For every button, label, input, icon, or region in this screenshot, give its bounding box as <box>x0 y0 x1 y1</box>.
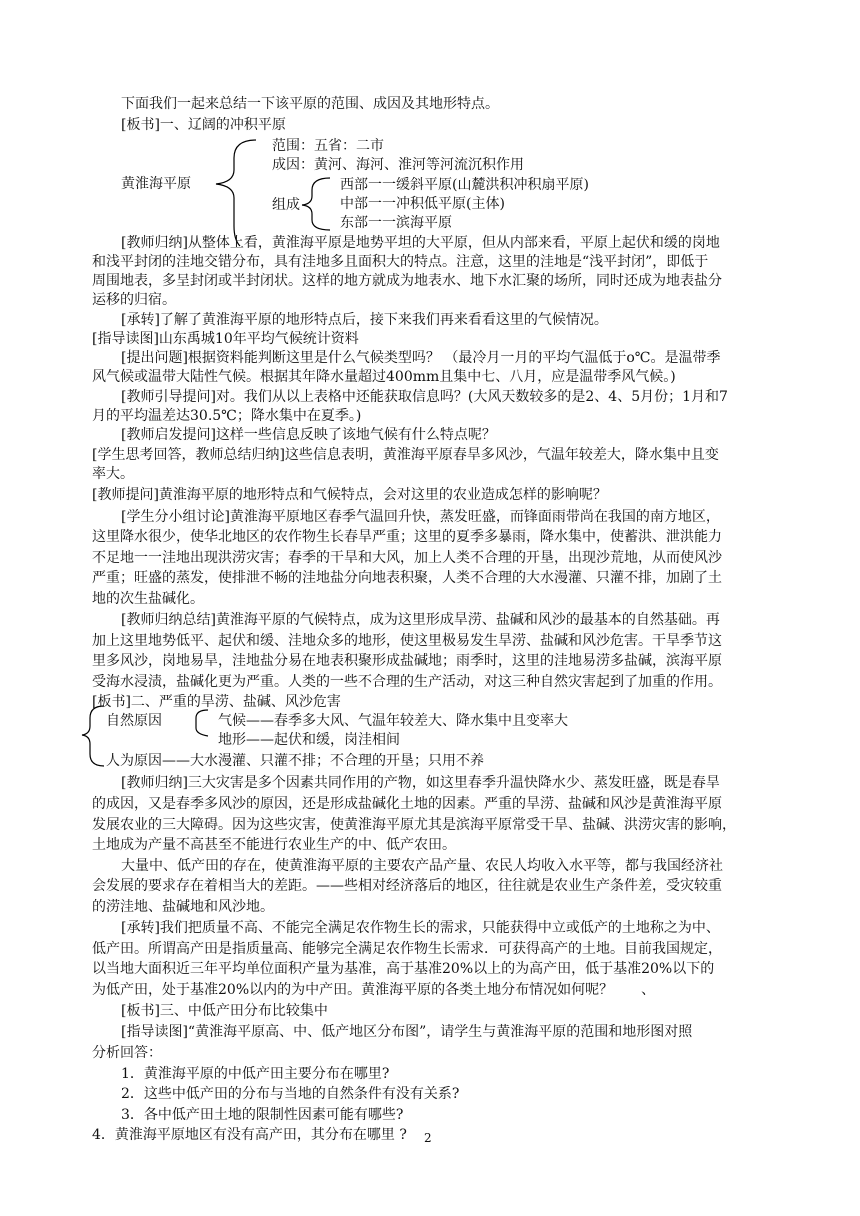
text-line: [承转]了解了黄淮海平原的地形特点后，接下来我们再来看看这里的气候情况。 <box>121 312 608 328</box>
outline-west: 西部一一缓斜平原(山麓洪积冲积扇平原) <box>340 177 589 193</box>
question-3: 3．各中低产田土地的限制性因素可能有哪些? <box>121 1107 404 1123</box>
text-line: [教师归纳]从整体上看，黄淮海平原是地势平坦的大平原，但从内部来看，平原上起伏和缓的岗地 <box>121 235 720 251</box>
text-line: 周围地表，多呈封闭或半封闭状。这样的地方就成为地表水、地下水汇聚的场所，同时还成为地表盐分 <box>92 273 722 289</box>
text-line: [学生分小组讨论]黄淮海平原地区春季气温回升快，蒸发旺盛，而锋面雨带尚在我国的南方地区， <box>121 509 720 525</box>
text-line: [教师启发提问]这样一些信息反映了该地气候有什么特点呢？ <box>121 427 496 443</box>
text-line: [指导读图]“黄淮海平原高、中、低产地区分布图”，请学生与黄淮海平原的范围和地形图对照 <box>121 1024 693 1040</box>
outline-terrain: 地形——起伏和缓，岗洼相间 <box>218 732 400 748</box>
outline-cause: 成因：黄河、海河、淮河等河流沉积作用 <box>272 157 524 173</box>
text-line: 这里降水很少，使华北地区的农作物生长春旱严重；这里的夏季多暴雨，降水集中，使蓄洪、泄洪能力 <box>92 529 722 545</box>
outline-root: 黄淮海平原 <box>121 176 191 192</box>
text-line: [承转]我们把质量不高、不能完全满足农作物生长的需求，只能获得中立或低产的土地称之为中、 <box>121 920 720 936</box>
board-heading-2: [板书]二、严重的旱涝、盐碱、风沙危害 <box>92 694 341 710</box>
page-number: 2 <box>424 1131 432 1145</box>
question-4: 4．黄淮海平原地区有没有高产田，其分布在哪里 ? <box>92 1127 407 1143</box>
text-line: [教师提问]黄淮海平原的地形特点和气候特点，会对这里的农业造成怎样的影响呢？ <box>92 487 607 503</box>
text-line: 大量中、低产田的存在，使黄淮海平原的主要农产品产量、农民人均收入水平等，都与我国经济社 <box>121 858 723 874</box>
outline-central: 中部一一冲积低平原(主体) <box>340 196 505 212</box>
text-line: 土地成为产量不高甚至不能进行农业生产的中、低产农田。 <box>92 837 456 853</box>
outline-human-cause: 人为原因——大水漫灌、只灌不排；不合理的开垦；只用不养 <box>106 753 484 769</box>
text-line: 会发展的要求存在着相当大的差距。——些相对经济落后的地区，往往就是农业生产条件差，受灾较重 <box>92 878 722 894</box>
text-line: 风气候或温带大陆性气候。根据其年降水量超过400mm且集中七、八月，应是温带季风气候。) <box>92 369 676 385</box>
text-line: 严重；旺盛的蒸发，使排泄不畅的洼地盐分向地表积聚，人类不合理的大水漫灌、只灌不排，加剧了土 <box>92 570 722 586</box>
text-line: [学生思考回答，教师总结归纳]这些信息表明，黄淮海平原春旱多风沙，气温年较差大，降水集中且变 <box>92 447 719 463</box>
text-line: 地的次生盐碱化。 <box>92 591 204 607</box>
text-line: 以当地大面积近三年平均单位面积产量为基准，高于基准20%以上的为高产田，低于基准20%以下的 <box>92 961 715 977</box>
outline-natural-cause: 自然原因 <box>106 713 162 729</box>
text-line: [指导读图]山东禹城10年平均气候统计资料 <box>92 331 359 347</box>
brace-main <box>216 140 256 246</box>
outline-east: 东部一一滨海平原 <box>340 215 452 231</box>
text-line: 率大。 <box>92 466 134 482</box>
text-line: 发展农业的三大障碍。因为这些灾害，使黄淮海平原尤其是滨海平原常受干旱、盐碱、洪涝灾害的影响， <box>92 817 736 833</box>
text-line: 分析回答： <box>92 1045 162 1061</box>
outline-climate: 气候——春季多大风、气温年较差大、降水集中且变率大 <box>218 713 568 729</box>
text-line: 加上这里地势低平、起伏和缓、洼地众多的地形，使这里极易发生旱涝、盐碱和风沙危害。干旱季节这 <box>92 633 722 649</box>
text-line: 里多风沙，岗地易旱，洼地盐分易在地表积聚形成盐碱地；雨季时，这里的洼地易涝多盐碱，滨海平原 <box>92 653 722 669</box>
text-line: 和浅平封闭的洼地交错分布，具有洼地多且面积大的特点。注意，这里的洼地是“浅平封闭”，即低于 <box>92 254 709 270</box>
text-line: 月的平均温差达30.5℃；降水集中在夏季。) <box>92 408 362 424</box>
brace-sub <box>302 178 330 230</box>
outline-range: 范围：五省：二市 <box>272 138 384 154</box>
board-heading-3: [板书]三、中低产田分布比较集中 <box>121 1003 328 1019</box>
text-line: 为低产田，处于基准20%以内的为中产田。黄淮海平原的各类土地分布情况如何呢？ 、 <box>92 982 656 998</box>
text-line: [提出问题]根据资料能判断这里是什么气候类型吗？ （最冷月一月的平均气温低于o℃。是温带季 <box>121 350 721 366</box>
text-line: [教师归纳]三大灾害是多个因素共同作用的产物，如这里春季升温快降水少、蒸发旺盛，既是春旱 <box>121 775 720 791</box>
brace-natural <box>196 710 208 736</box>
brace-causes <box>82 706 104 766</box>
question-1: 1．黄淮海平原的中低产田主要分布在哪里? <box>121 1066 390 1082</box>
outline-composition: 组成 <box>272 197 300 213</box>
text-line: 受海水浸渍，盐碱化更为严重。人类的一些不合理的生产活动，对这三种自然灾害起到了加重的作用。 <box>92 674 722 690</box>
text-line: 的涝洼地、盐碱地和风沙地。 <box>92 899 274 915</box>
text-line: 下面我们一起来总结一下该平原的范围、成因及其地形特点。 <box>121 96 499 112</box>
text-line: 不足地一一洼地出现洪涝灾害；春季的干旱和大风，加上人类不合理的开垦，出现沙荒地，从而使风沙 <box>92 550 722 566</box>
text-line: [教师归纳总结]黄淮海平原的气候特点，成为这里形成旱涝、盐碱和风沙的最基本的自然基础。再 <box>121 612 720 628</box>
text-line: [教师引导提问]对。我们从以上表格中还能获取信息吗？(大风天数较多的是2、4、5月份；1月和7 <box>121 389 728 405</box>
board-heading-1: [板书]一、辽阔的冲积平原 <box>121 117 286 133</box>
question-2: 2．这些中低产田的分布与当地的自然条件有没有关系? <box>121 1086 460 1102</box>
text-line: 低产田。所谓高产田是指质量高、能够完全满足农作物生长需求．可获得高产的土地。目前我国规定， <box>92 941 722 957</box>
text-line: 的成因，又是春季多风沙的原因，还是形成盐碱化土地的因素。严重的旱涝、盐碱和风沙是黄淮海平原 <box>92 796 722 812</box>
text-line: 运移的归宿。 <box>92 292 176 308</box>
